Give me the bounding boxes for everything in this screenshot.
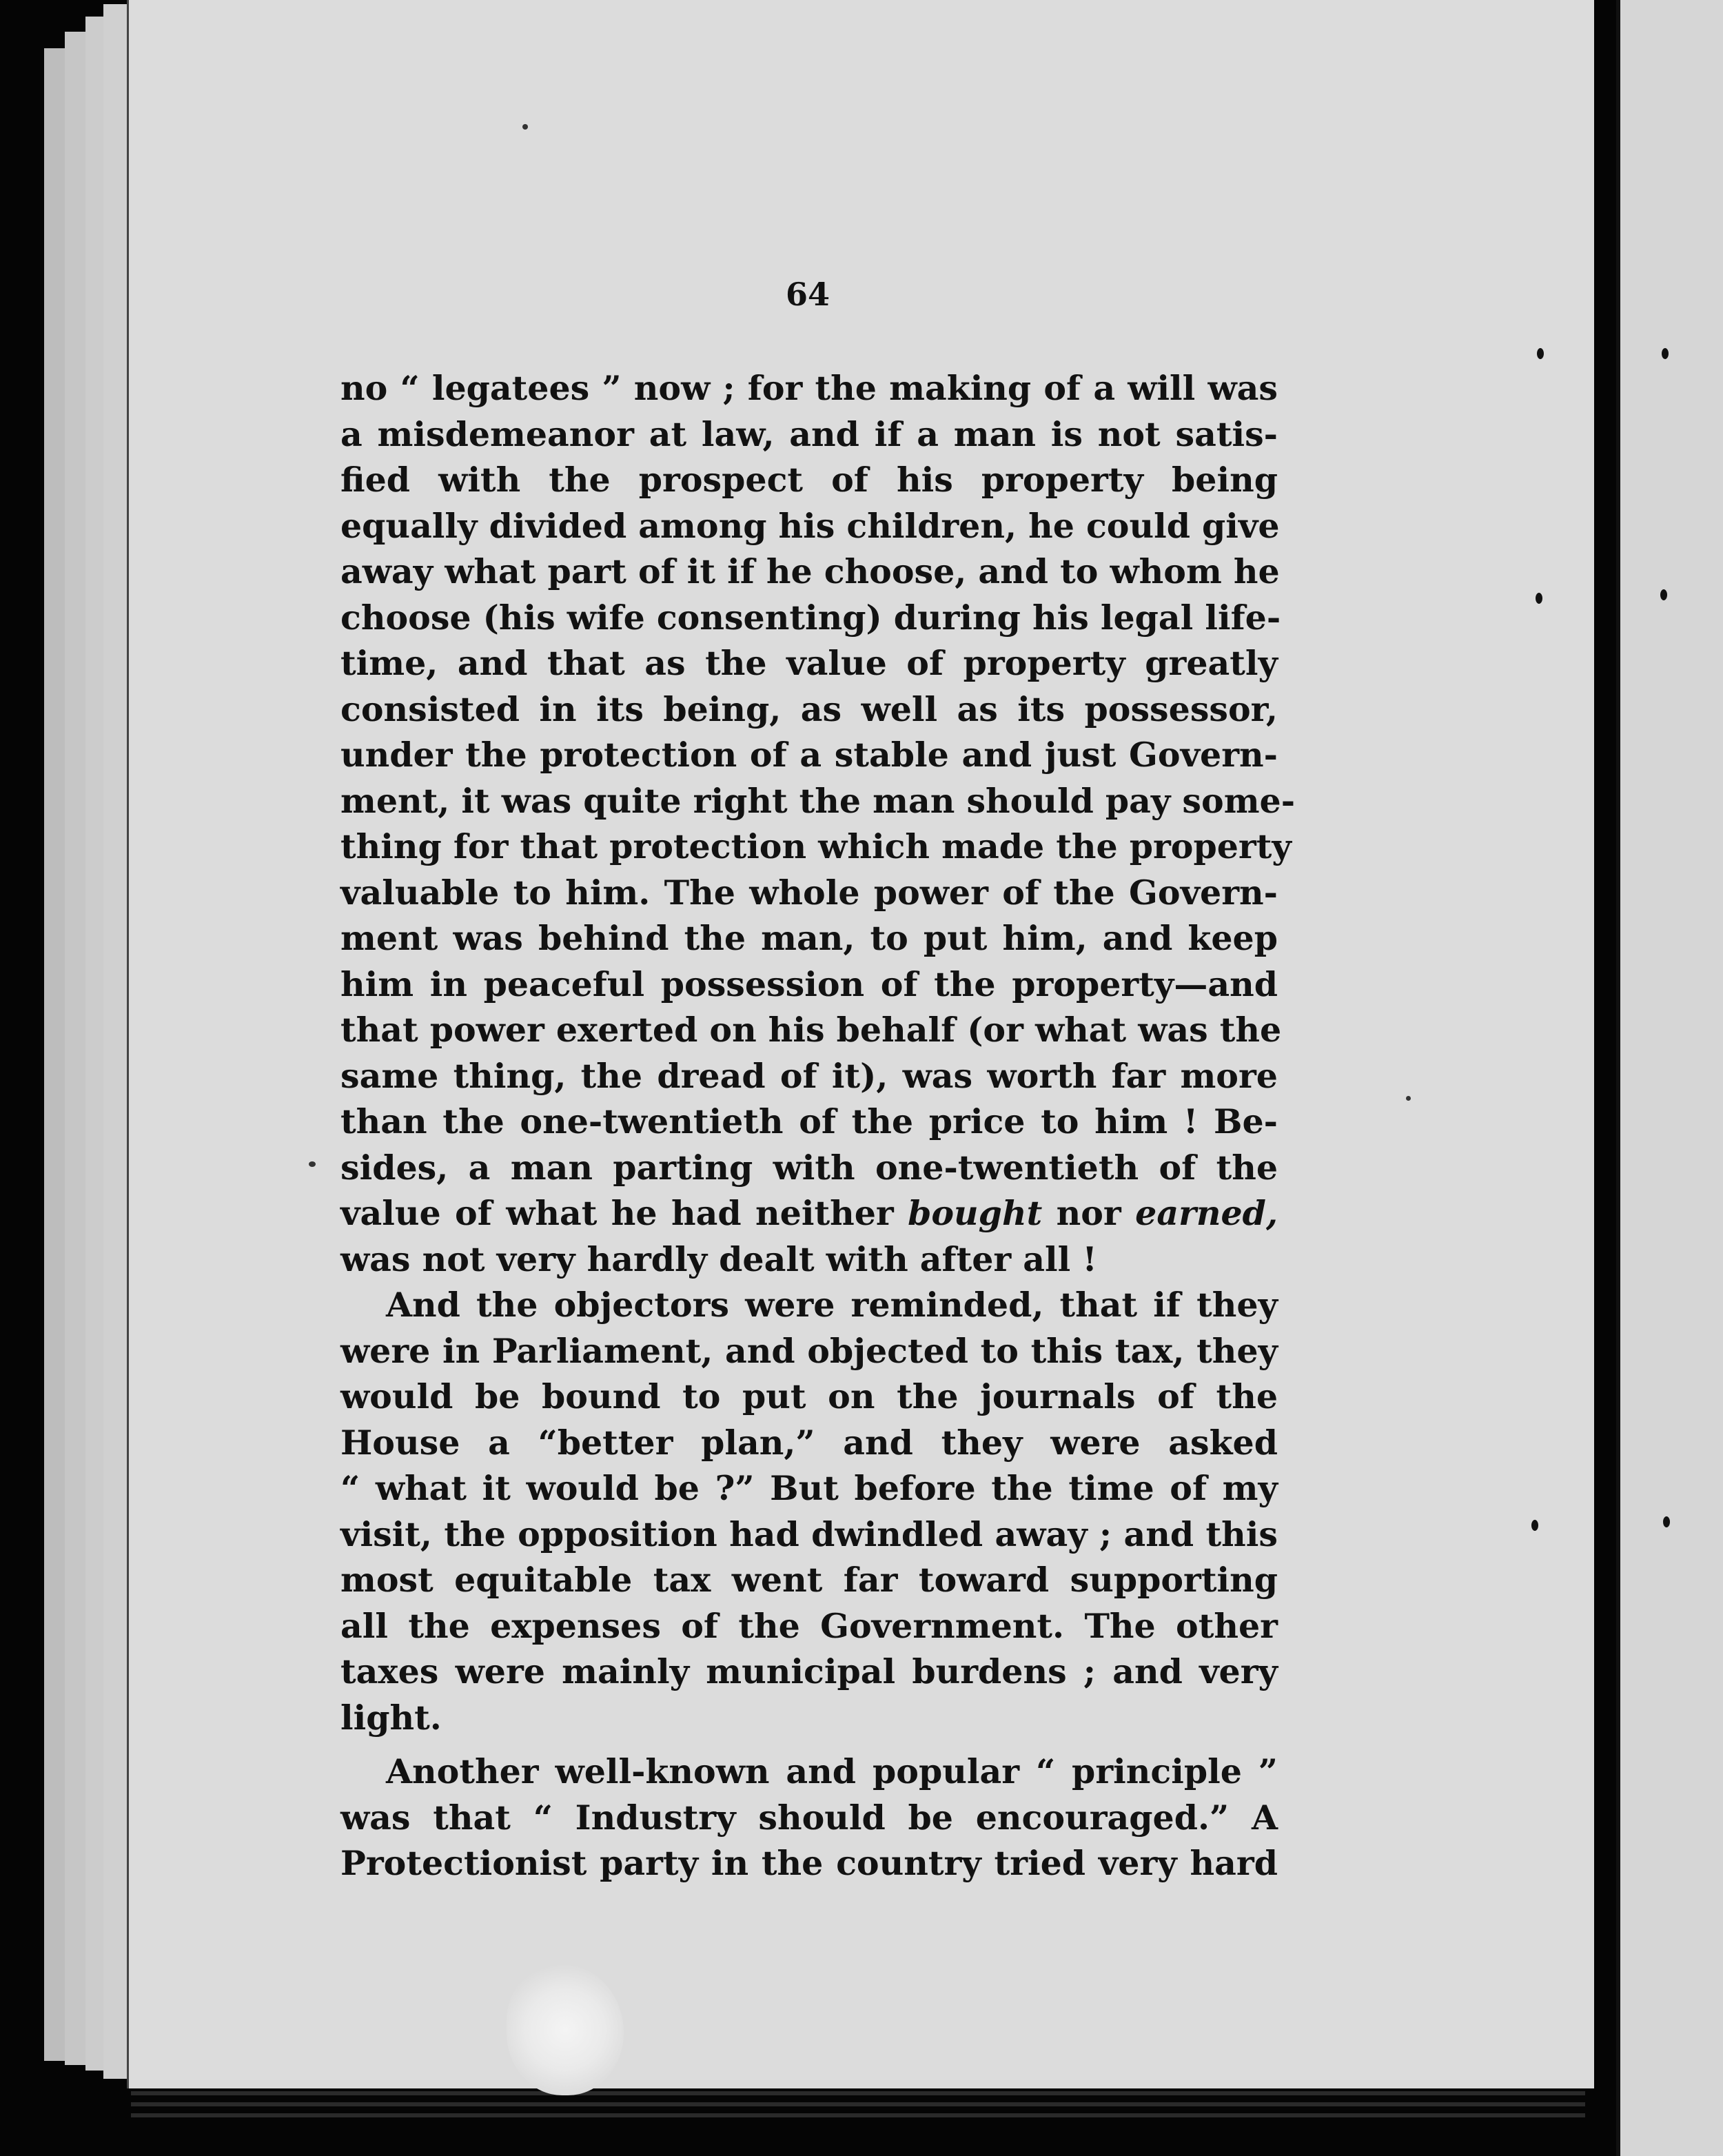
text-line: visit, the opposition had dwindled away ; and this	[340, 1514, 1278, 1554]
text-line: him in peaceful possession of the property—and	[340, 964, 1278, 1004]
text-line: House a “better plan,” and they were asked	[340, 1422, 1278, 1463]
text-line: would be bound to put on the journals of the	[340, 1376, 1278, 1416]
text-line: fied with the prospect of his property being	[340, 460, 1278, 500]
text-line: all the expenses of the Government. The other	[340, 1605, 1278, 1646]
page-number: 64	[786, 276, 830, 313]
facing-page-edge	[1616, 0, 1723, 2156]
paragraph-gap	[340, 1740, 1278, 1749]
speck	[309, 1161, 316, 1167]
text-run: nor	[1042, 1193, 1136, 1233]
text-line: Protectionist party in the country tried very hard	[340, 1843, 1278, 1883]
text-line: was that “ Industry should be encouraged.” A	[340, 1797, 1278, 1838]
text-line: Another well-known and popular “ principle ”	[386, 1751, 1278, 1791]
text-line: thing for that protection which made the property	[340, 826, 1292, 866]
text-line: time, and that as the value of property greatly	[340, 643, 1278, 683]
text-line: equally divided among his children, he could give	[340, 505, 1280, 546]
text-line: same thing, the dread of it), was worth far more	[340, 1055, 1278, 1096]
text-line: valuable to him. The whole power of the Govern-	[340, 872, 1278, 913]
text-line: consisted in its being, as well as its possessor,	[340, 689, 1278, 729]
italic-word: earned,	[1135, 1193, 1278, 1233]
text-line: taxes were mainly municipal burdens ; and very	[340, 1651, 1278, 1691]
text-line: choose (his wife consenting) during his legal life-	[340, 597, 1281, 638]
margin-dot	[1536, 593, 1542, 604]
text-line: And the objectors were reminded, that if they	[386, 1285, 1278, 1325]
margin-dot	[1660, 589, 1667, 600]
speck	[522, 124, 528, 130]
margin-dot	[1663, 1516, 1670, 1527]
page-bottom-edge	[131, 2113, 1585, 2117]
text-line: ment, it was quite right the man should pay some-	[340, 780, 1296, 821]
text-line: “ what it would be ?” But before the time of my	[340, 1468, 1278, 1508]
text-line: under the protection of a stable and just Govern-	[340, 735, 1278, 775]
margin-dot	[1531, 1520, 1538, 1531]
text-line: were in Parliament, and objected to this tax, they	[340, 1330, 1278, 1371]
text-line: ment was behind the man, to put him, and keep	[340, 918, 1278, 958]
body-text	[340, 365, 1296, 1886]
italic-word: bought	[908, 1193, 1043, 1233]
page-bottom-edge	[131, 2091, 1585, 2095]
text-line: sides, a man parting with one-twentieth of the	[340, 1147, 1278, 1188]
text-line: light.	[340, 1697, 442, 1738]
speck	[1406, 1096, 1411, 1101]
text-line: no “ legatees ” now ; for the making of a will was	[340, 368, 1278, 408]
margin-dot	[1537, 348, 1544, 359]
text-run: value of what he had neither	[340, 1193, 908, 1233]
text-line: a misdemeanor at law, and if a man is not satis-	[340, 414, 1278, 454]
text-line: was not very hardly dealt with after all !	[340, 1239, 1097, 1279]
text-line-italic-words	[340, 1190, 1278, 1237]
text-line: away what part of it if he choose, and to whom he	[340, 551, 1280, 591]
text-line: than the one-twentieth of the price to him ! Be-	[340, 1101, 1278, 1141]
text-line: most equitable tax went far toward supporting	[340, 1560, 1278, 1600]
text-line: that power exerted on his behalf (or what was the	[340, 1010, 1282, 1050]
page-bottom-edge	[131, 2102, 1585, 2106]
margin-dot	[1662, 348, 1669, 359]
